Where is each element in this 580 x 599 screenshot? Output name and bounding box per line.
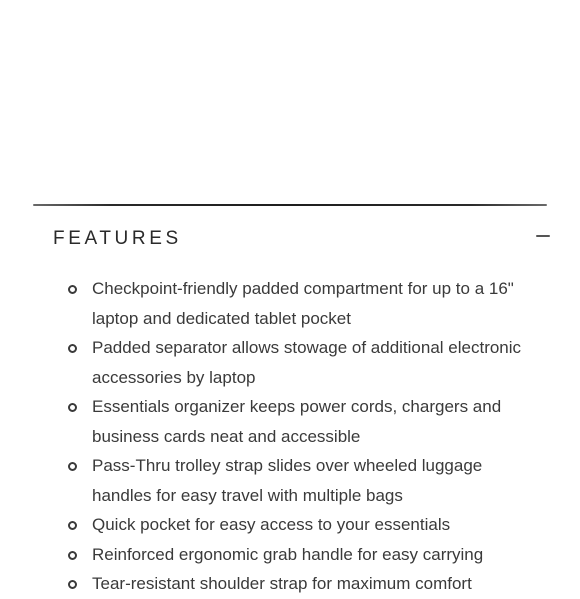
bullet-circle-icon — [68, 521, 77, 530]
list-item — [63, 510, 543, 540]
features-title: FEATURES — [53, 228, 182, 249]
bullet-circle-icon — [68, 344, 77, 353]
feature-text: Checkpoint-friendly padded compartment for up to a 16" laptop and dedicated tablet pocket — [92, 279, 514, 328]
features-list — [63, 274, 543, 599]
list-item — [63, 451, 543, 510]
bullet-circle-icon — [68, 403, 77, 412]
feature-text: Quick pocket for easy access to your essentials — [92, 515, 451, 534]
bullet-circle-icon — [68, 580, 77, 589]
feature-text: Reinforced ergonomic grab handle for easy carrying — [92, 544, 484, 564]
list-item — [63, 540, 543, 570]
bullet-circle-icon — [68, 462, 77, 471]
minus-icon[interactable] — [536, 235, 550, 237]
list-item — [63, 569, 543, 599]
feature-text: Tear-resistant shoulder strap for maximum comfort — [92, 574, 472, 593]
features-header[interactable] — [53, 226, 550, 256]
feature-text: Essentials organizer keeps power cords, chargers and business cards neat and accessible — [92, 397, 502, 446]
bullet-circle-icon — [68, 285, 77, 294]
list-item — [63, 392, 543, 451]
feature-text: Padded separator allows stowage of additional electronic accessories by laptop — [92, 338, 522, 387]
bullet-circle-icon — [68, 551, 77, 560]
list-item — [63, 333, 543, 392]
list-item — [63, 274, 543, 333]
feature-text: Pass-Thru trolley strap slides over wheeled luggage handles for easy travel with multiple bags — [92, 456, 483, 505]
section-divider — [33, 204, 547, 206]
